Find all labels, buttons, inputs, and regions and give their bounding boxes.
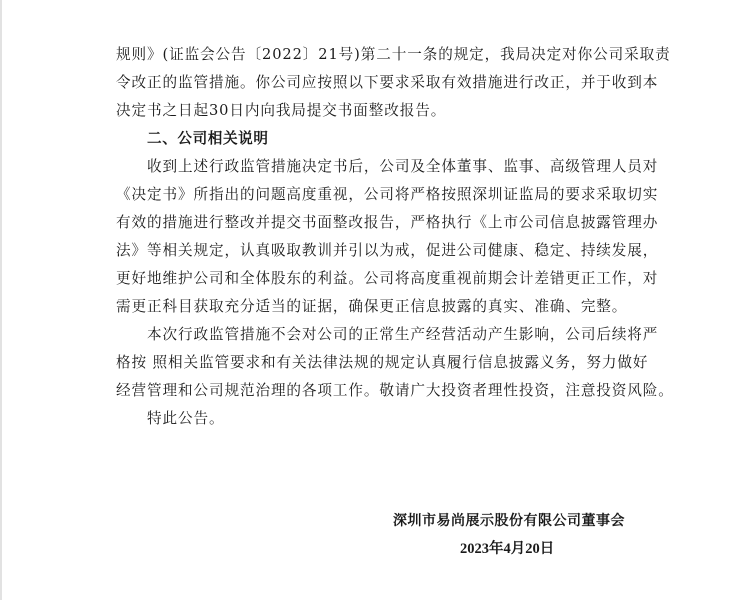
text-line: 《决定书》所指出的问题高度重视，公司将严格按照深圳证监局的要求采取切实 xyxy=(116,186,659,203)
document-page xyxy=(116,41,674,433)
text-line: 更好地维护公司和全体股东的利益。公司将高度重视前期会计差错更正工作，对 xyxy=(116,270,659,287)
section-paragraph-1 xyxy=(116,153,659,321)
page-edge-shadow xyxy=(0,0,2,600)
text-line: 格按 照相关监管要求和有关法律法规的规定认真履行信息披露义务，努力做好 xyxy=(116,354,649,371)
text-line: 有效的措施进行整改并提交书面整改报告，严格执行《上市公司信息披露管理办 xyxy=(116,214,659,231)
signature-company: 深圳市易尚展示股份有限公司董事会 xyxy=(393,513,625,529)
text-line: 经营管理和公司规范治理的各项工作。敬请广大投资者理性投资，注意投资风险。 xyxy=(116,382,674,399)
text-line: 收到上述行政监管措施决定书后，公司及全体董事、监事、高级管理人员对 xyxy=(147,158,659,175)
text-line: 令改正的监管措施。你公司应按照以下要求采取有效措施进行改正，并于收到本 xyxy=(116,74,659,91)
text-line: 本次行政监管措施不会对公司的正常生产经营活动产生影响，公司后续将严 xyxy=(147,326,659,343)
text-line: 法》等相关规定，认真吸取教训并引以为戒，促进公司健康、稳定、持续发展， xyxy=(116,242,659,259)
intro-paragraph xyxy=(116,41,671,125)
text-line: 需更正科目获取充分适当的证据，确保更正信息披露的真实、准确、完整。 xyxy=(116,298,628,315)
text-line: 决定书之日起30日内向我局提交书面整改报告。 xyxy=(116,102,447,119)
text-line: 规则》(证监会公告〔2022〕21号)第二十一条的规定，我局决定对你公司采取责 xyxy=(116,46,671,63)
closing-statement: 特此公告。 xyxy=(147,410,225,427)
signature-date: 2023年4月20日 xyxy=(460,541,555,557)
section-heading: 二、公司相关说明 xyxy=(147,130,269,147)
section-paragraph-2 xyxy=(116,321,674,405)
